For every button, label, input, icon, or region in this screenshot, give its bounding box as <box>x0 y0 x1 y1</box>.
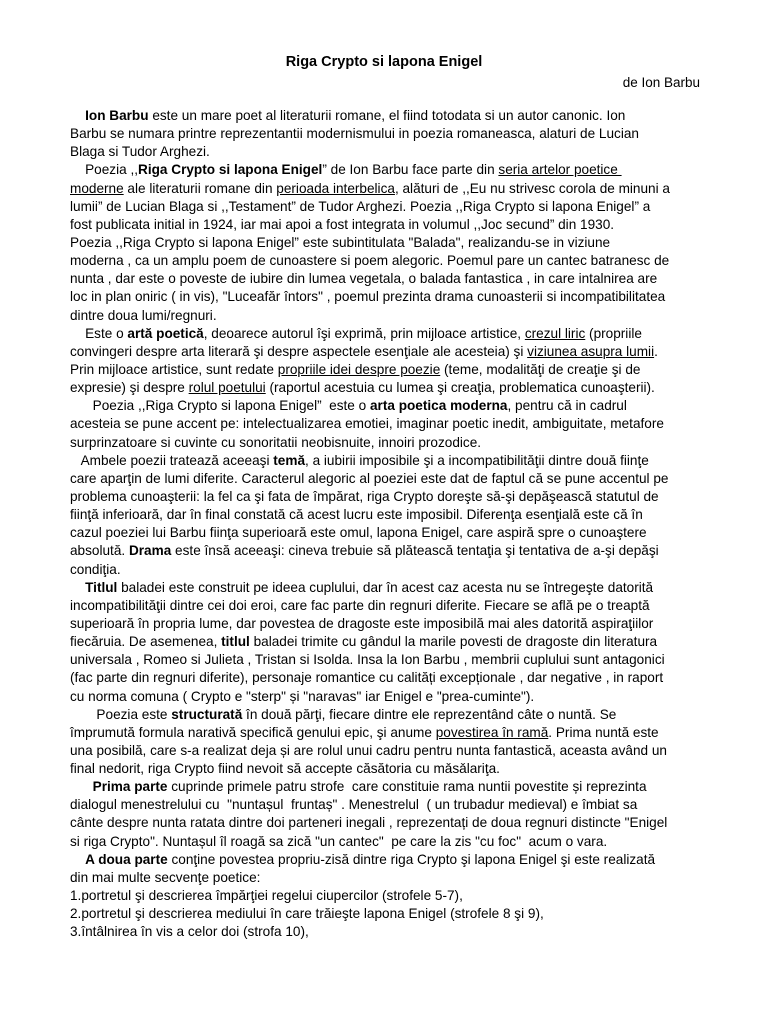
text-segment: absolută. <box>70 543 129 559</box>
text-segment: incompatibilităţii dintre cei doi eroi, care fac parte din regnuri diferite. Fiecare se află pe o treaptă <box>70 597 650 613</box>
text-segment: convingeri despre arta literară şi despre aspectele esenţiale ale acesteia) şi <box>70 343 528 359</box>
text-line <box>70 143 710 161</box>
bold-text: artă poetică <box>127 325 204 341</box>
text-segment: 3.întâlnirea în vis a celor doi (strofa 10), <box>70 924 309 940</box>
text-segment: baladei este construit pe ideea cuplului, dar în acest caz acesta nu se întregeşte datorită <box>117 579 654 595</box>
text-line <box>70 379 710 397</box>
text-segment <box>70 580 85 595</box>
text-segment: Poezia ,, <box>70 162 139 178</box>
text-line <box>70 887 710 905</box>
text-segment: Este o <box>70 325 128 341</box>
bold-text: Prima parte <box>92 779 168 795</box>
underlined-text: seria artelor poetice <box>498 162 622 178</box>
text-segment: acesteia se pune accent pe: intelectualizarea emotiei, imaginar poetic inedit, ambiguitate, metafore <box>70 416 664 432</box>
text-segment: Blaga si Tudor Arghezi. <box>70 144 210 160</box>
text-segment: si riga Crypto". Nuntașul îl roagă sa zică "un cantec" pe care la zis "cu foc" acum o vara. <box>70 833 608 849</box>
text-segment: condiţia. <box>70 561 121 577</box>
text-segment: fiecăruia. De asemenea, <box>70 634 222 650</box>
text-segment: 2.portretul şi descrierea mediului în care trăieşte lapona Enigel (strofele 8 şi 9), <box>70 906 544 922</box>
text-segment: una posibilă, care s-a realizat deja și are rolul unui cadru pentru nunta fantastică, aceasta având un <box>70 742 667 758</box>
text-line <box>70 470 710 488</box>
text-segment: loc in plan oniric ( in vis), "Luceafăr întors" , poemul prezinta drama cunoasterii si incompatibilitatea <box>70 289 666 305</box>
underlined-text: povestirea în ramă <box>435 724 549 740</box>
text-segment: baladei trimite cu gândul la marile povesti de dragoste din literatura <box>249 634 658 650</box>
text-segment: nunta , dar este o poveste de iubire din lumea vegetala, o balada fantastica , in care intalnirea are <box>70 271 658 287</box>
text-segment: cazul poeziei lui Barbu fiinţa superioară este omul, lapona Enigel, care aspiră spre o cunoaştere <box>70 525 647 541</box>
text-line <box>70 688 710 706</box>
text-line <box>70 579 710 597</box>
text-line <box>70 742 710 760</box>
text-line <box>70 615 710 633</box>
underlined-text: propriile idei despre poezie <box>277 361 441 377</box>
text-segment: ” de Ion Barbu face parte din <box>322 162 499 178</box>
underlined-text: crezul liric <box>524 325 586 341</box>
text-segment: (fac parte din regnuri diferite), personaje romantice cu calități excepționale , dar negative , in raport <box>70 670 664 686</box>
bold-text: Titlul <box>85 579 118 595</box>
text-segment: Barbu se numara printre reprezentantii modernismului in poezia romaneasca, alaturi de Lucian <box>70 126 639 142</box>
text-segment: moderna , ca un amplu poem de cunoastere si poem alegoric. Poemul pare un cantec batranesc de <box>70 253 670 269</box>
text-line <box>70 923 710 941</box>
text-line <box>70 397 710 415</box>
text-line <box>70 216 710 234</box>
text-segment: lumii” de Lucian Blaga si ,,Testament” de Tudor Arghezi. Poezia ,,Riga Crypto si lapona Enigel” a <box>70 198 651 214</box>
text-segment: final nedorit, riga Crypto fiind nevoit să accepte căsătoria cu mǎsǎlariţa. <box>70 761 500 777</box>
text-segment: fost publicata initial in 1924, iar mai apoi a fost integrata in volumul ,,Joc secund” din 1930. <box>70 216 615 232</box>
text-line <box>70 760 710 778</box>
text-segment: . <box>654 343 658 359</box>
text-line <box>70 778 710 796</box>
text-segment: . Prima nuntă este <box>548 724 659 740</box>
bold-text: Riga Crypto si lapona Enigel <box>138 162 323 178</box>
text-segment: , alături de ,,Eu nu strivesc corola de minuni a <box>394 180 670 196</box>
bold-text: Ion Barbu <box>85 108 149 123</box>
text-line <box>70 561 710 579</box>
underlined-text: viziunea asupra lumii <box>527 343 655 359</box>
text-line <box>70 633 710 651</box>
text-segment: dialogul menestrelului cu "nuntașul fruntaș" . Menestrelul ( un trubadur medieval) e îmbiat sa <box>70 797 638 813</box>
text-line <box>70 669 710 687</box>
text-line <box>70 651 710 669</box>
text-line <box>70 234 710 252</box>
text-segment: dintre doua lumi/regnuri. <box>70 307 217 323</box>
text-segment: cuprinde primele patru strofe care constituie rama nuntii povestite și reprezinta <box>167 779 647 795</box>
underlined-text: moderne <box>70 180 124 196</box>
text-line <box>70 107 710 125</box>
text-segment: cu norma comuna ( Crypto e "sterp" și "naravas" iar Enigel e "prea-cuminte"). <box>70 688 535 704</box>
bold-text: arta poetica moderna <box>369 398 508 414</box>
text-line <box>70 597 710 615</box>
text-segment: fiinţă inferioară, dar în final constată că acest lucru este imposibil. Diferenţa esenţială este că în <box>70 507 643 523</box>
text-segment: împrumută formula narativă specifică genului epic, şi anume <box>70 724 436 740</box>
text-line <box>70 343 710 361</box>
text-line <box>70 869 710 887</box>
text-line <box>70 415 710 433</box>
text-segment <box>70 779 93 794</box>
text-segment: problema cunoaşterii: la fel ca şi fata de împărat, riga Crypto doreşte să-şi depăşească statutul de <box>70 488 659 504</box>
bold-text: Drama <box>128 543 172 559</box>
text-line <box>70 198 710 216</box>
text-segment: Ambele poezii tratează aceeaşi <box>70 452 274 468</box>
text-segment: (raportul acestuia cu lumea şi creaţia, problematica cunoaşterii). <box>265 380 655 396</box>
text-line <box>70 851 710 869</box>
text-line <box>70 434 710 452</box>
underlined-text: perioada interbelica <box>276 180 395 196</box>
text-line <box>70 180 710 198</box>
text-line <box>70 270 710 288</box>
text-segment: 1.portretul şi descrierea împărţiei regelui ciupercilor (strofele 5-7), <box>70 888 463 904</box>
text-line <box>70 833 710 851</box>
document-title: Riga Crypto si lapona Enigel <box>285 54 483 70</box>
text-line <box>70 288 710 306</box>
text-segment: (propriile <box>585 325 642 341</box>
text-segment: în două părţi, fiecare dintre ele reprezentând câte o nuntă. Se <box>242 706 617 722</box>
text-line <box>70 905 710 923</box>
text-line <box>70 325 710 343</box>
text-segment: din mai multe secvenţe poetice: <box>70 869 261 885</box>
text-segment: Poezia ,,Riga Crypto si lapona Enigel” este o <box>70 398 370 414</box>
text-line <box>70 361 710 379</box>
bold-text: A doua parte <box>85 851 168 867</box>
text-line <box>70 814 710 832</box>
document-author: de Ion Barbu <box>622 75 700 90</box>
text-line <box>70 706 710 724</box>
text-segment: Prin mijloace artistice, sunt redate <box>70 361 278 377</box>
text-segment: Poezia ,,Riga Crypto si lapona Enigel” este subintitulata "Balada", realizandu-se in viziune <box>70 234 611 250</box>
text-line <box>70 724 710 742</box>
text-line <box>70 542 710 560</box>
text-segment: universala , Romeo si Julieta , Tristan si Isolda. Insa la Ion Barbu , membrii cuplului sunt antagonici <box>70 652 665 668</box>
text-segment: este însă aceeaşi: cineva trebuie să plătească tentaţia şi tentativa de a-şi depăşi <box>171 543 659 559</box>
text-line <box>70 252 710 270</box>
text-segment: conţine povestea propriu-zisă dintre riga Crypto şi lapona Enigel şi este realizată <box>167 851 656 867</box>
text-segment: expresie) şi despre <box>70 380 189 396</box>
bold-text: structurată <box>171 706 243 722</box>
text-segment: surprinzatoare si cuvinte cu sonoritatii neobisnuite, innoiri prozodice. <box>70 434 482 450</box>
text-segment: Poezia este <box>70 706 172 722</box>
underlined-text: rolul poetului <box>188 380 266 396</box>
bold-text: temă <box>273 452 306 468</box>
text-segment <box>70 108 85 123</box>
text-segment: cânte despre nunta ratata dintre doi parteneri inegali , reprezentați de doua regnuri distincte "Enigel <box>70 815 668 831</box>
text-line <box>70 524 710 542</box>
text-segment: , pentru că in cadrul <box>507 398 627 414</box>
text-line <box>70 452 710 470</box>
text-segment: , a iubirii imposibile şi a incompatibilităţii dintre două fiinţe <box>305 452 649 468</box>
bold-text: titlul <box>221 634 250 650</box>
text-segment: este un mare poet al literaturii romane, el fiind totodata si un autor canonic. Ion <box>148 108 626 123</box>
text-line <box>70 796 710 814</box>
text-line <box>70 506 710 524</box>
text-line <box>70 488 710 506</box>
text-segment: , deoarece autorul îşi exprimă, prin mijloace artistice, <box>203 325 525 341</box>
text-line <box>70 307 710 325</box>
text-segment: ale literaturii romane din <box>123 180 277 196</box>
text-line <box>70 125 710 143</box>
document-body <box>70 107 710 941</box>
text-segment <box>70 852 85 867</box>
text-segment: superioară în propria lume, dar povestea de dragoste este imposibilă mai ales datorită aspiraţiilor <box>70 615 654 631</box>
text-segment: (teme, modalităţi de creaţie şi de <box>440 361 641 377</box>
text-line <box>70 161 710 179</box>
text-segment: care aparţin de lumi diferite. Caracterul alegoric al poeziei este dat de faptul că se pune accentul pe <box>70 470 669 486</box>
